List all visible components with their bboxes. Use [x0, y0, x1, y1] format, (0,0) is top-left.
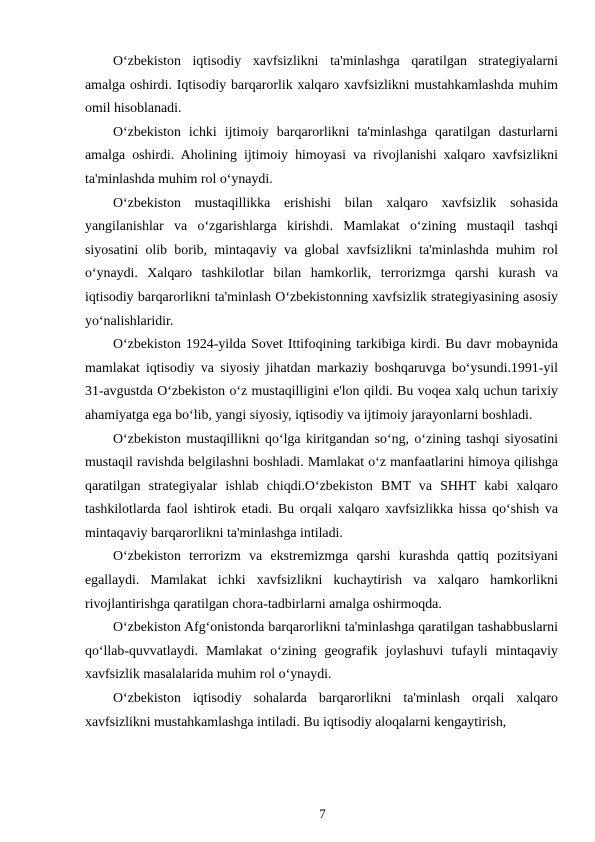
paragraph-afghanistan: O‘zbekiston Afg‘onistonda barqarorlikni ta'minlashga qaratilgan tashabbuslarni qo‘llab-quvvatlaydi. Mamlakat o‘zining geografik joylashuvi tufayli mintaqaviy xavfsizlik masalalarida muhim rol o‘ynaydi. — [85, 620, 558, 683]
paragraph-counter-terrorism: O‘zbekiston terrorizm va ekstremizmga qarshi kurashda qattiq pozitsiyani egallaydi. Mamlakat ichki xavfsizlikni kuchaytirish va xalqaro hamkorlikni rivojlantirishga qaratilgan chora-tadbirlarni amalga oshirmoqda. — [85, 549, 558, 612]
paragraph-economic-stability: O‘zbekiston iqtisodiy sohalarda barqarorlikni ta'minlash orqali xalqaro xavfsizlikni mustahkamlashga intiladi. Bu iqtisodiy aloqalarni kengaytirish, — [85, 691, 558, 730]
paragraph-economic-security: O‘zbekiston iqtisodiy xavfsizlikni ta'minlashga qaratilgan strategiyalarni amalga oshirdi. Iqtisodiy barqarorlik xalqaro xavfsizlikni mustahkamlashda muhim omil hisoblanadi. — [85, 54, 558, 117]
document-page — [85, 50, 558, 734]
page-number: 7 — [319, 806, 326, 821]
paragraph-foreign-policy: O‘zbekiston mustaqillikni qo‘lga kiritgandan so‘ng, o‘zining tashqi siyosatini mustaqil ravishda belgilashni boshladi. Mamlakat o‘z manfaatlarini himoya qilishga qaratilgan strategiyalar ishlab chiqdi.O‘zbekiston BMT va SHHT kabi xalqaro tashkilotlarda faol ishtirok etadi. Bu orqali xalqaro xavfsizlikka hissa qo‘shish va mintaqaviy barqarorlikni ta'minlashga intiladi. — [85, 431, 558, 541]
paragraph-social-stability: O‘zbekiston ichki ijtimoiy barqarorlikni ta'minlashga qaratilgan dasturlarni amalga oshirdi. Aholining ijtimoiy himoyasi va rivojlanishi xalqaro xavfsizlikni ta'minlashda muhim rol o‘ynaydi. — [85, 124, 558, 187]
paragraph-independence-security: O‘zbekiston mustaqillikka erishishi bilan xalqaro xavfsizlik sohasida yangilanishlar va o‘zgarishlarga kirishdi. Mamlakat o‘zining mustaqil tashqi siyosatini olib borib, mintaqaviy va global xavfsizlikni ta'minlashda muhim rol o‘ynaydi. Xalqaro tashkilotlar bilan hamkorlik, terrorizmga qarshi kurash va iqtisodiy barqarorlikni ta'minlash O‘zbekistonning xavfsizlik strategiyasining asosiy yo‘nalishlaridir. — [85, 195, 558, 329]
paragraph-soviet-history: O‘zbekiston 1924-yilda Sovet Ittifoqining tarkibiga kirdi. Bu davr mobaynida mamlakat iqtisodiy va siyosiy jihatdan markaziy boshqaruvga bo‘ysundi.1991-yil 31-avgustda O‘zbekiston o‘z mustaqilligini e'lon qildi. Bu voqea xalq uchun tarixiy ahamiyatga ega bo‘lib, yangi siyosiy, iqtisodiy va ijtimoiy jarayonlarni boshladi. — [85, 337, 558, 423]
